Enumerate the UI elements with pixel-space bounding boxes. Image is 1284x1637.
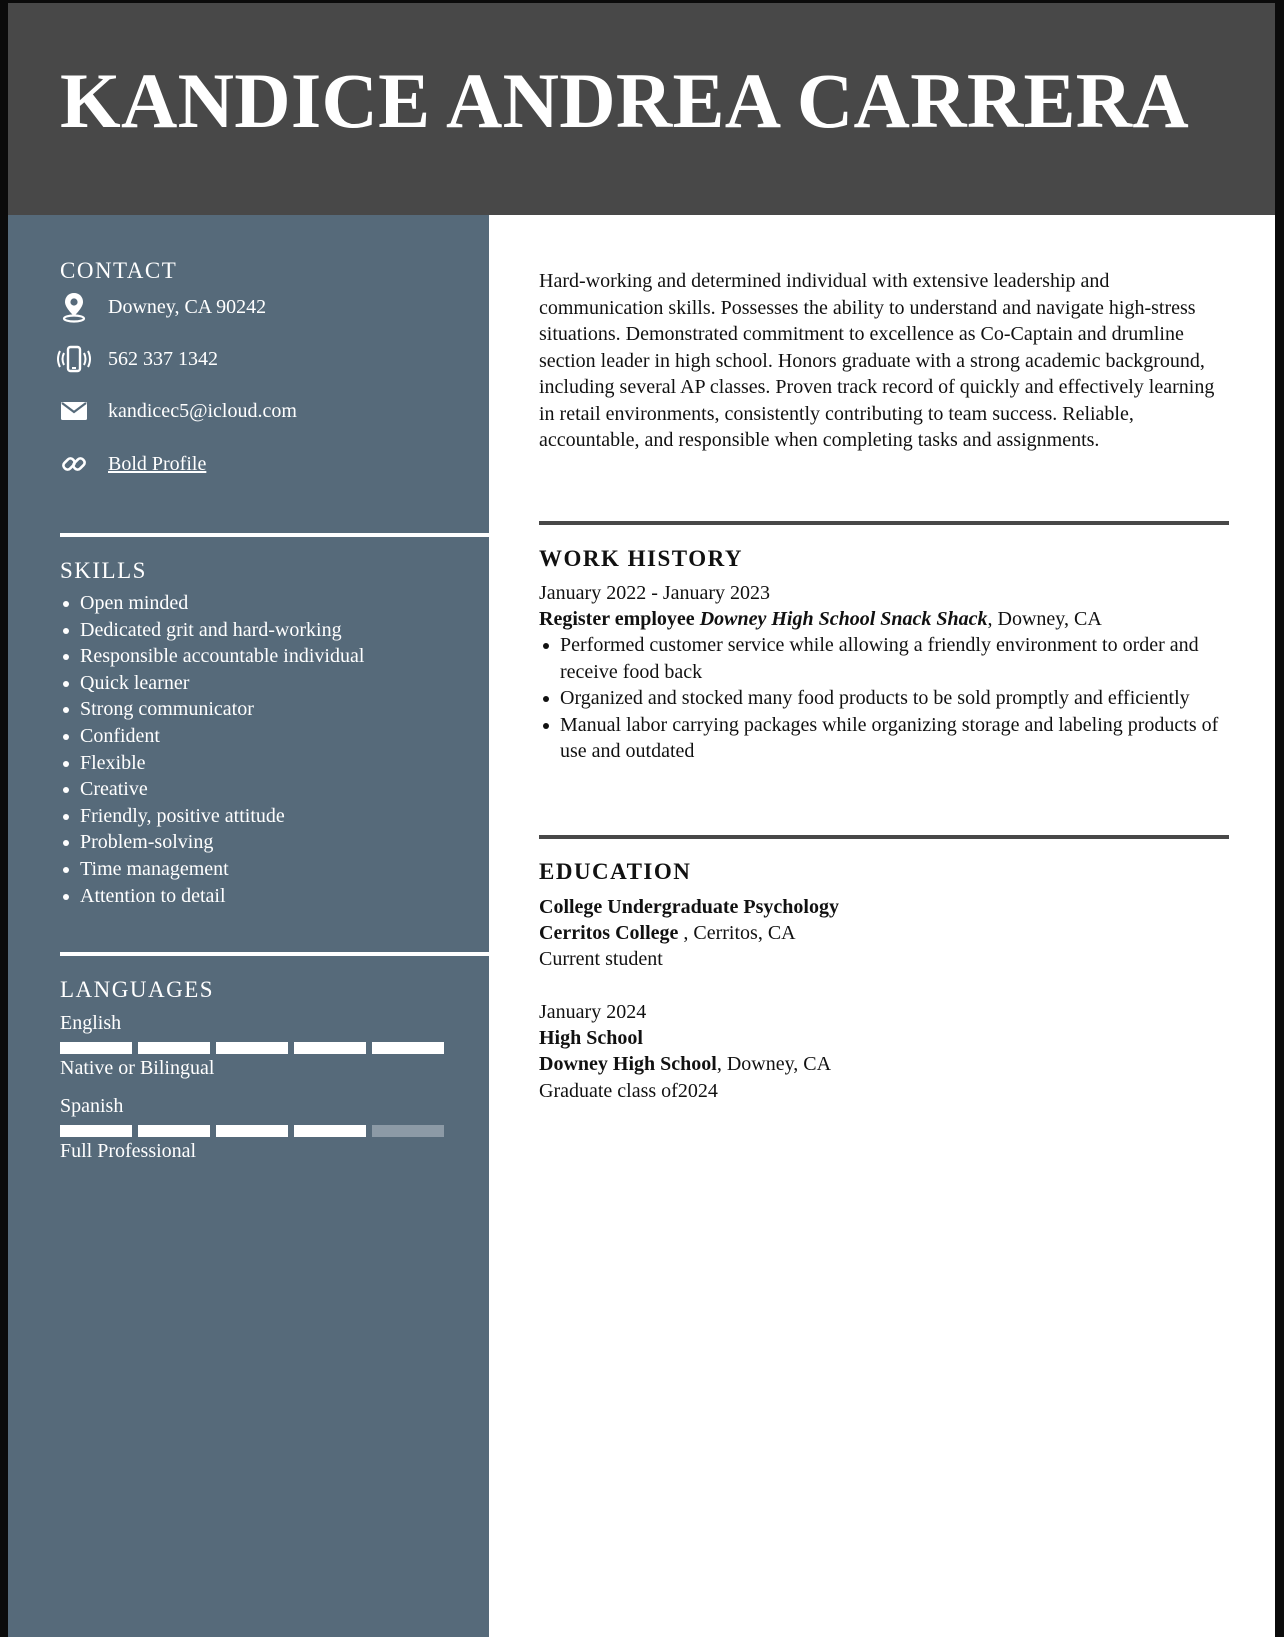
phone-text: 562 337 1342: [108, 348, 218, 370]
link-icon: [54, 447, 94, 481]
sidebar-divider: [60, 533, 489, 537]
proficiency-segment-empty: [372, 1125, 444, 1137]
skill-item: Confident: [60, 723, 364, 750]
contact-location: [54, 290, 266, 324]
language-level: Full Professional: [60, 1140, 197, 1162]
work-history-heading: WORK HISTORY: [539, 546, 743, 571]
language-name: Spanish: [60, 1095, 124, 1117]
bold-profile-link[interactable]: Bold Profile: [108, 453, 207, 475]
contact-profile: [54, 447, 206, 481]
education-note: Current student: [539, 948, 663, 970]
job-bullet: Manual labor carrying packages while organizing storage and labeling products of use and outdated: [539, 712, 1219, 765]
skills-list: [60, 590, 364, 909]
sidebar-divider: [60, 952, 489, 956]
job-bullet-list: [539, 632, 1219, 765]
contact-heading: CONTACT: [60, 258, 178, 283]
sidebar: [8, 215, 489, 1637]
job-title: Register employee: [539, 608, 695, 630]
proficiency-segment-filled: [216, 1125, 288, 1137]
section-divider: [539, 835, 1229, 839]
proficiency-segment-filled: [216, 1042, 288, 1054]
education-school: Downey High School: [539, 1053, 717, 1075]
proficiency-segment-filled: [138, 1125, 210, 1137]
education-school-line: [539, 1051, 831, 1078]
language-level: Native or Bilingual: [60, 1057, 215, 1079]
location-pin-icon: [54, 290, 94, 324]
phone-icon: [54, 342, 94, 376]
proficiency-segment-filled: [372, 1042, 444, 1054]
skill-item: Open minded: [60, 590, 364, 617]
job-dates: January 2022 - January 2023: [539, 582, 771, 604]
job-company: Downey High School Snack Shack: [699, 608, 988, 630]
education-school: Cerritos College: [539, 922, 679, 944]
education-heading: EDUCATION: [539, 859, 692, 884]
languages-heading: LANGUAGES: [60, 977, 215, 1002]
main-content: [489, 215, 1275, 1637]
resume-header: [8, 3, 1275, 215]
education-date: January 2024: [539, 1001, 647, 1023]
email-text[interactable]: kandicec5@icloud.com: [108, 400, 297, 422]
job-bullet: Performed customer service while allowing a friendly environment to order and receive food back: [539, 632, 1219, 685]
skill-item: Attention to detail: [60, 883, 364, 910]
skill-item: Time management: [60, 856, 364, 883]
skill-item: Quick learner: [60, 670, 364, 697]
education-note: Graduate class of2024: [539, 1080, 718, 1102]
education-location: , Cerritos, CA: [678, 922, 796, 944]
skill-item: Responsible accountable individual: [60, 643, 364, 670]
proficiency-segment-filled: [138, 1042, 210, 1054]
language-name: English: [60, 1012, 122, 1034]
job-bullet: Organized and stocked many food products to be sold promptly and efficiently: [539, 685, 1219, 712]
proficiency-segment-filled: [294, 1042, 366, 1054]
candidate-name: KANDICE ANDREA CARRERA: [60, 57, 1190, 144]
education-school-line: [539, 920, 796, 947]
skill-item: Problem-solving: [60, 829, 364, 856]
job-title-line: [539, 606, 1102, 633]
skill-item: Flexible: [60, 750, 364, 777]
skill-item: Creative: [60, 776, 364, 803]
proficiency-segment-filled: [60, 1042, 132, 1054]
education-degree: College Undergraduate Psychology: [539, 896, 839, 918]
skills-heading: SKILLS: [60, 558, 147, 583]
education-degree: High School: [539, 1027, 643, 1049]
skill-item: Strong communicator: [60, 696, 364, 723]
contact-phone: [54, 342, 218, 376]
location-text: Downey, CA 90242: [108, 296, 267, 318]
envelope-icon: [54, 394, 94, 428]
skill-item: Friendly, positive attitude: [60, 803, 364, 830]
section-divider: [539, 521, 1229, 525]
professional-summary: Hard-working and determined individual with extensive leadership and communication skills. Possesses the ability to understand and navigate high-stress situations. Demonstrated commitment to excellence as Co-Captain and drumline section leader in high school. Honors graduate with a strong academic background, including several AP classes. Proven track record of quickly and effectively learning in retail environments, consistently contributing to team success. Reliable, accountable, and responsible when completing tasks and assignments.: [539, 270, 1215, 451]
skill-item: Dedicated grit and hard-working: [60, 617, 364, 644]
proficiency-segment-filled: [294, 1125, 366, 1137]
contact-email: [54, 394, 297, 428]
language-proficiency-bar: [60, 1042, 444, 1054]
job-location: , Downey, CA: [987, 608, 1102, 630]
language-proficiency-bar: [60, 1125, 444, 1137]
proficiency-segment-filled: [60, 1125, 132, 1137]
education-location: , Downey, CA: [716, 1053, 832, 1075]
resume-page: [8, 3, 1275, 1637]
